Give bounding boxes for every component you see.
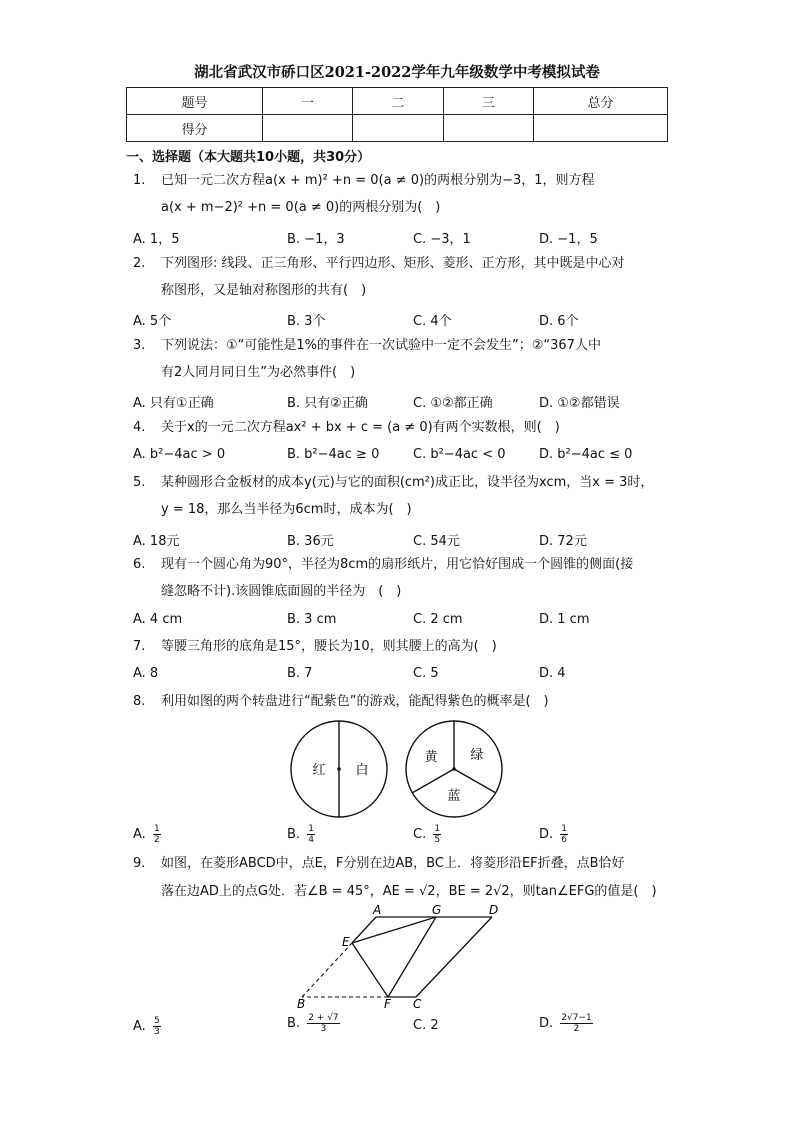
option-letter: A. <box>133 827 146 842</box>
option-a[interactable]: A. 5个 <box>133 314 172 329</box>
question-text: 有2人同月同日生”为必然事件( ) <box>161 365 356 380</box>
option-d[interactable]: D. 6个 <box>539 314 579 329</box>
option-c[interactable] <box>413 824 441 845</box>
option-b[interactable]: B. 3 cm <box>287 612 337 627</box>
question-text: a(x + m−2)² +n = 0(a ≠ 0)的两根分别为( ) <box>161 200 441 215</box>
label-c: C <box>413 997 422 1011</box>
question-text: 关于x的一元二次方程ax² + bx + c = (a ≠ 0)有两个实数根，则( ) <box>161 420 560 435</box>
segment-be-dashed <box>302 943 352 997</box>
rhombus-fold-figure <box>290 904 510 1012</box>
option-a[interactable]: A. b²−4ac > 0 <box>133 447 226 462</box>
score-table-cell: 总分 <box>534 88 668 115</box>
question-number: 6. <box>133 557 146 572</box>
spinner-2-label-green: 绿 <box>470 748 484 763</box>
question-text: 现有一个圆心角为90°，半径为8cm的扇形纸片，用它恰好围成一个圆锥的侧面(接 <box>161 557 634 572</box>
segment-ef <box>352 943 388 997</box>
question-number: 5. <box>133 475 146 490</box>
score-input-cell[interactable] <box>534 115 668 142</box>
option-letter: D. <box>539 827 554 842</box>
question-text: 称图形，又是轴对称图形的共有( ) <box>161 283 367 298</box>
question-text: 等腰三角形的底角是15°，腰长为10，则其腰上的高为( ) <box>161 639 497 654</box>
spinner-1-label-white: 白 <box>355 763 369 778</box>
fraction <box>560 824 568 845</box>
option-a[interactable]: A. 4 cm <box>133 612 183 627</box>
question-text: 落在边AD上的点G处．若∠B = 45°，AE = √2，BE = 2√2，则tan∠EFG的值是( ) <box>161 884 657 899</box>
question-number: 9. <box>133 856 146 871</box>
denominator: 2 <box>153 835 160 845</box>
option-a[interactable]: A. 8 <box>133 666 159 681</box>
score-table-cell: 二 <box>353 88 444 115</box>
label-d: D <box>489 904 499 917</box>
numerator: 1 <box>153 824 160 834</box>
option-a[interactable]: A. 18元 <box>133 534 180 549</box>
question-number: 3. <box>133 338 146 353</box>
fraction <box>560 1013 592 1034</box>
numerator: 2 + √7 <box>308 1013 339 1023</box>
option-c[interactable]: C. b²−4ac < 0 <box>413 447 506 462</box>
question-text: 已知一元二次方程a(x + m)² +n = 0(a ≠ 0)的两根分别为−3，1，则方程 <box>161 173 595 188</box>
question-text: y = 18，那么当半径为6cm时，成本为( ) <box>161 502 412 517</box>
fraction <box>433 824 441 845</box>
option-a[interactable] <box>133 824 161 845</box>
option-a[interactable]: A. 1，5 <box>133 232 180 247</box>
denominator: 6 <box>561 835 568 845</box>
option-c[interactable]: C. 2 cm <box>413 612 463 627</box>
option-b[interactable] <box>287 824 315 845</box>
option-b[interactable]: B. −1，3 <box>287 232 345 247</box>
option-letter: B. <box>287 827 301 842</box>
option-b[interactable]: B. 只有②正确 <box>287 396 368 411</box>
score-input-cell[interactable] <box>353 115 444 142</box>
option-c[interactable]: C. −3，1 <box>413 232 471 247</box>
option-b[interactable]: B. 7 <box>287 666 313 681</box>
denominator: 3 <box>153 1027 160 1037</box>
label-b: B <box>297 997 306 1011</box>
option-c[interactable] <box>413 1018 439 1033</box>
spinner-2-label-yellow: 黄 <box>424 750 438 765</box>
denominator: 4 <box>308 835 314 845</box>
option-c[interactable]: C. 5 <box>413 666 439 681</box>
option-d[interactable]: D. −1，5 <box>539 232 598 247</box>
option-letter: C. 2 <box>413 1018 439 1033</box>
denominator: 2 <box>573 1024 580 1034</box>
page-title: 湖北省武汉市硚口区2021-2022学年九年级数学中考模拟试卷 <box>194 64 600 81</box>
score-table-cell: 题号 <box>127 88 263 115</box>
option-d[interactable] <box>539 824 568 845</box>
option-c[interactable]: C. 4个 <box>413 314 452 329</box>
numerator: 1 <box>434 824 441 834</box>
score-input-cell[interactable] <box>263 115 353 142</box>
option-c[interactable]: C. ①②都正确 <box>413 396 493 411</box>
score-table-cell: 得分 <box>127 115 263 142</box>
option-b[interactable]: B. 3个 <box>287 314 326 329</box>
label-g: G <box>432 904 442 917</box>
score-table-cell: 一 <box>263 88 353 115</box>
fraction <box>307 824 315 845</box>
denominator: 5 <box>434 835 441 845</box>
score-table-header-row <box>127 88 668 115</box>
question-text: 某种圆形合金板材的成本y(元)与它的面积(cm²)成正比，设半径为xcm，当x = 3时， <box>161 475 654 490</box>
question-number: 2. <box>133 256 146 271</box>
section-heading: 一、选择题（本大题共10小题，共30分） <box>126 150 371 165</box>
spinner-figure <box>280 718 510 822</box>
option-d[interactable]: D. b²−4ac ≤ 0 <box>539 447 633 462</box>
score-table-score-row <box>127 115 668 142</box>
question-text: 如图，在菱形ABCD中，点E，F分别在边AB，BC上．将菱形沿EF折叠，点B恰好 <box>161 856 625 871</box>
option-letter: B. <box>287 1016 301 1031</box>
option-c[interactable]: C. 54元 <box>413 534 460 549</box>
numerator: 2√7−1 <box>561 1013 592 1023</box>
label-e: E <box>342 935 350 949</box>
label-f: F <box>384 997 391 1011</box>
label-a: A <box>373 904 382 917</box>
option-b[interactable] <box>287 1013 340 1034</box>
option-a[interactable]: A. 只有①正确 <box>133 396 214 411</box>
question-text: 缝忽略不计).该圆锥底面圆的半径为 ( ) <box>161 584 402 599</box>
question-number: 1. <box>133 173 146 188</box>
question-text: 下列说法：①“可能性是1%的事件在一次试验中一定不会发生”；②“367人中 <box>161 338 601 353</box>
fraction <box>153 1016 161 1037</box>
fraction <box>307 1013 339 1034</box>
option-d[interactable]: D. 4 <box>539 666 566 681</box>
option-b[interactable]: B. 36元 <box>287 534 334 549</box>
score-table <box>126 87 668 142</box>
numerator: 1 <box>561 824 568 834</box>
option-d[interactable]: D. 1 cm <box>539 612 590 627</box>
fraction <box>153 824 161 845</box>
question-number: 7. <box>133 639 146 654</box>
numerator: 1 <box>308 824 314 834</box>
option-letter: A. <box>133 1019 146 1034</box>
question-number: 8. <box>133 694 146 709</box>
question-text: 利用如图的两个转盘进行“配紫色”的游戏，能配得紫色的概率是( ) <box>161 694 549 709</box>
segment-dc <box>416 917 492 997</box>
option-d[interactable]: D. 72元 <box>539 534 587 549</box>
option-letter: D. <box>539 1016 554 1031</box>
score-input-cell[interactable] <box>444 115 534 142</box>
option-b[interactable]: B. b²−4ac ≥ 0 <box>287 447 380 462</box>
spinner-2-label-blue: 蓝 <box>447 789 461 804</box>
option-a[interactable] <box>133 1016 161 1037</box>
option-letter: C. <box>413 827 427 842</box>
numerator: 5 <box>153 1016 160 1026</box>
spinner-2-center <box>452 767 456 771</box>
spinner-1-center <box>337 767 341 771</box>
denominator: 3 <box>320 1024 327 1034</box>
option-d[interactable] <box>539 1013 593 1034</box>
score-table-cell: 三 <box>444 88 534 115</box>
question-number: 4. <box>133 420 146 435</box>
spinner-1-label-red: 红 <box>312 763 326 778</box>
question-text: 下列图形: 线段、正三角形、平行四边形、矩形、菱形、正方形，其中既是中心对 <box>161 256 625 271</box>
option-d[interactable]: D. ①②都错误 <box>539 396 620 411</box>
